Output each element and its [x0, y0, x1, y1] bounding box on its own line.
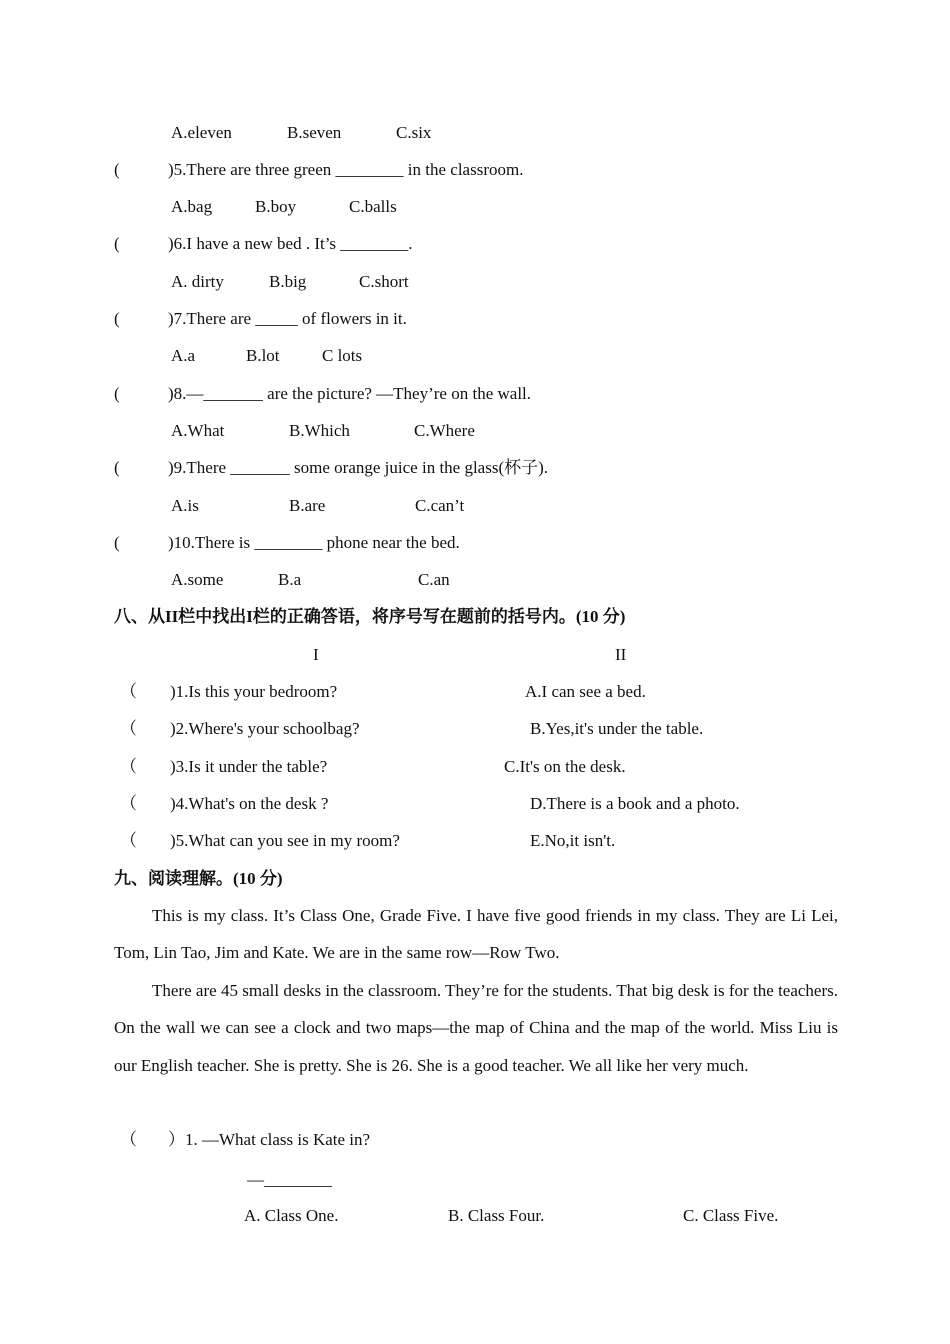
reading-q1-text: ）1. —What class is Kate in? [168, 1130, 371, 1149]
q5-text: )5.There are three green ________ in the classroom. [168, 160, 524, 179]
q8-option-b: B.Which [289, 421, 350, 440]
match-answer: B.Yes,it's under the table. [530, 719, 704, 738]
match-question: )4.What's on the desk ? [170, 794, 329, 813]
q7-option-b: B.lot [246, 346, 280, 365]
q6-text: )6.I have a new bed . It’s ________. [168, 234, 413, 253]
q10-option-c: C.an [418, 570, 450, 589]
q10-option-a: A.some [171, 570, 224, 589]
q7-option-c: C lots [322, 346, 363, 365]
q9-option-a: A.is [171, 496, 199, 515]
q10-text: )10.There is ________ phone near the bed. [168, 533, 460, 552]
q6-option-a: A. dirty [171, 272, 224, 291]
reading-paragraph-2 [114, 972, 838, 1084]
q5-option-b: B.boy [255, 197, 297, 216]
reading-q1-option-a: A. Class One. [244, 1206, 339, 1225]
match-answer-paren: （ [120, 757, 137, 776]
q5-option-c: C.balls [349, 197, 397, 216]
q6-option-b: B.big [269, 272, 307, 291]
match-answer: E.No,it isn't. [530, 831, 616, 850]
column-i-header: I [313, 645, 319, 664]
q7-text: )7.There are _____ of flowers in it. [168, 309, 407, 328]
q9-text: )9.There _______ some orange juice in the glass(杯子). [168, 458, 549, 477]
section9-heading: 九、阅读理解。(10 分) [114, 869, 283, 888]
section8-heading: 八、从II栏中找出I栏的正确答语，将序号写在题前的括号内。(10 分) [114, 607, 626, 626]
match-answer-paren: （ [120, 831, 137, 850]
q10-answer-paren: ( [114, 533, 120, 552]
reading-q1-paren: （ [120, 1130, 137, 1149]
match-answer: C.It's on the desk. [504, 757, 626, 776]
match-question: )2.Where's your schoolbag? [170, 719, 360, 738]
match-answer-paren: （ [120, 682, 137, 701]
q7-answer-paren: ( [114, 309, 120, 328]
reading-q1-option-c: C. Class Five. [683, 1206, 779, 1225]
q4-option-a: A.eleven [171, 123, 232, 142]
q8-text: )8.—_______ are the picture? —They’re on the wall. [168, 384, 532, 403]
reading-paragraph-1-text: This is my class. It’s Class One, Grade Five. I have five good friends in my class. They are Li Lei, Tom, Lin Tao, Jim and Kate. We are in the same row—Row Two. [114, 906, 838, 963]
q10-option-b: B.a [278, 570, 302, 589]
match-question: )5.What can you see in my room? [170, 831, 400, 850]
match-answer-paren: （ [120, 794, 137, 813]
q8-answer-paren: ( [114, 384, 120, 403]
q9-option-c: C.can’t [415, 496, 465, 515]
q5-answer-paren: ( [114, 160, 120, 179]
match-question: )3.Is it under the table? [170, 757, 328, 776]
q4-option-c: C.six [396, 123, 432, 142]
q8-option-c: C.Where [414, 421, 475, 440]
reading-paragraph-2-text: There are 45 small desks in the classroom. They’re for the students. That big desk is for the teachers. On the wall we can see a clock and two maps—the map of China and the map of the world. Miss Liu is our English teacher. She is pretty. She is 26. She is a good teacher. We all like her very much. [114, 981, 838, 1075]
q4-option-b: B.seven [287, 123, 342, 142]
q6-option-c: C.short [359, 272, 409, 291]
match-answer: D.There is a book and a photo. [530, 794, 740, 813]
q6-answer-paren: ( [114, 234, 120, 253]
q5-option-a: A.bag [171, 197, 213, 216]
q8-option-a: A.What [171, 421, 225, 440]
match-question: )1.Is this your bedroom? [170, 682, 338, 701]
match-answer: A.I can see a bed. [525, 682, 646, 701]
column-ii-header: II [615, 645, 627, 664]
reading-q1-option-b: B. Class Four. [448, 1206, 545, 1225]
reading-q1-answer-blank: —________ [247, 1170, 332, 1189]
q7-option-a: A.a [171, 346, 196, 365]
q9-option-b: B.are [289, 496, 326, 515]
q9-answer-paren: ( [114, 458, 120, 477]
reading-paragraph-1 [114, 897, 838, 972]
match-answer-paren: （ [120, 719, 137, 738]
